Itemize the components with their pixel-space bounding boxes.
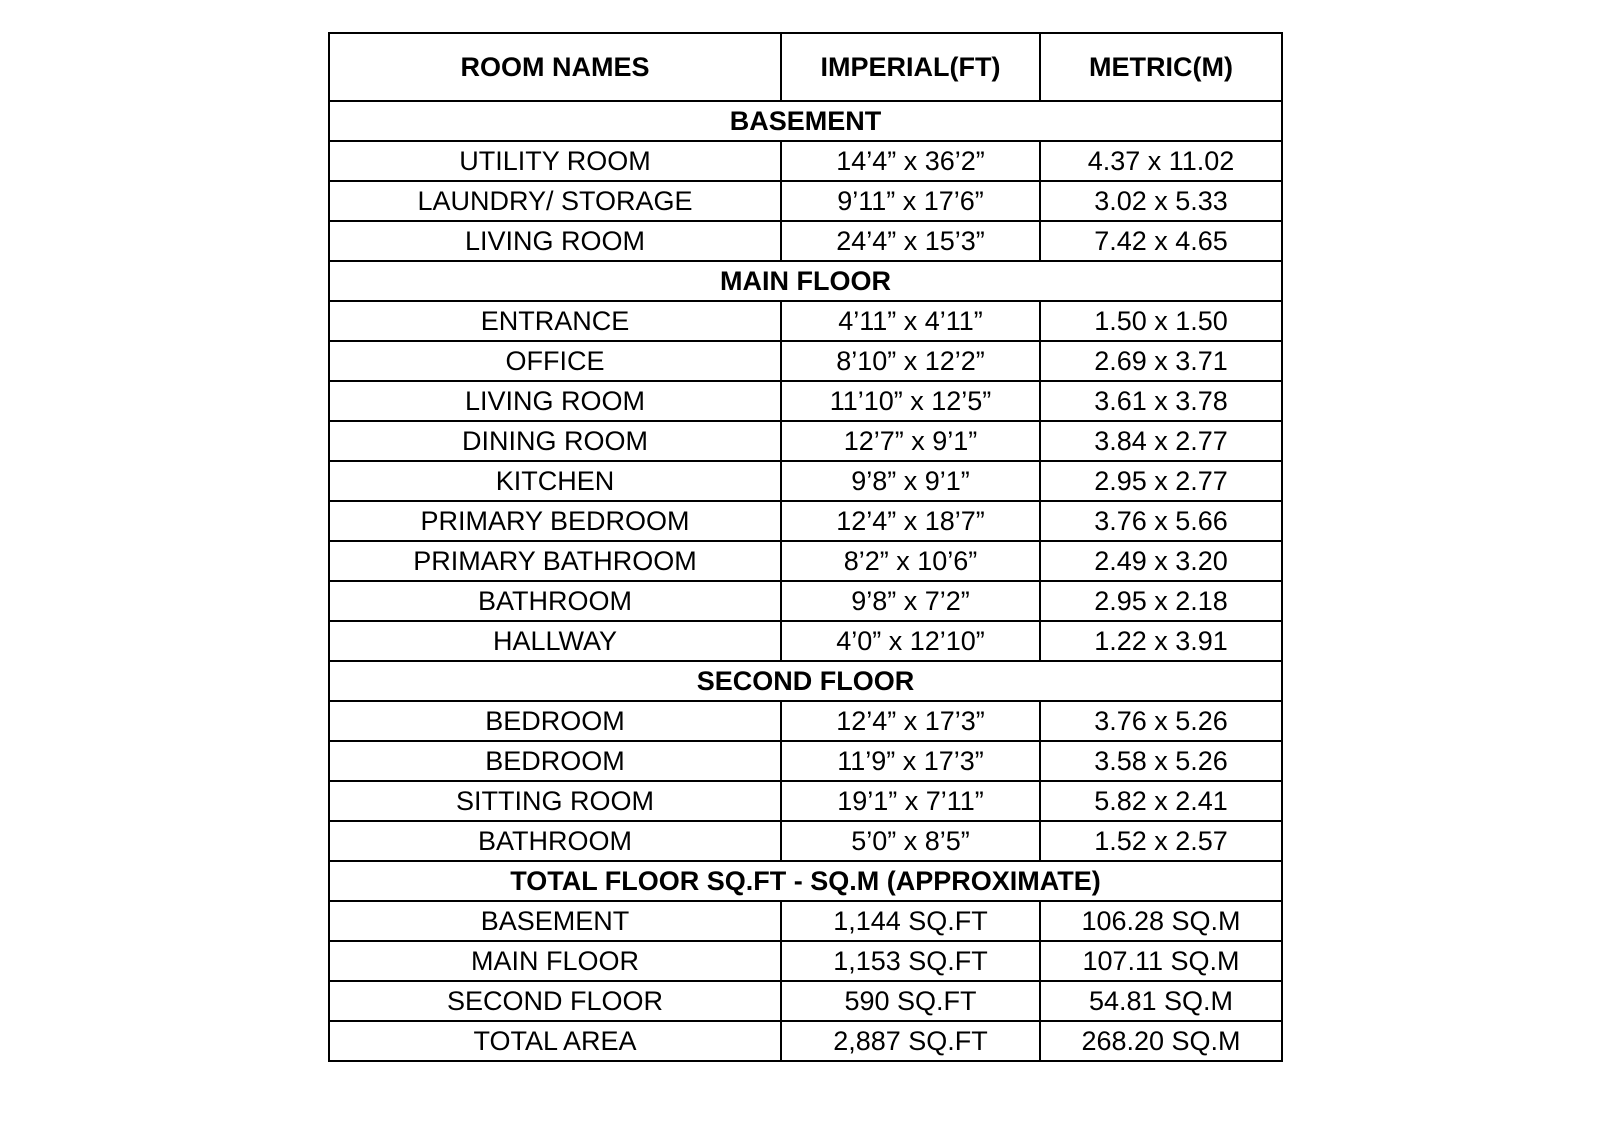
table-row [329,381,1282,421]
table-row [329,221,1282,261]
room-name: LIVING ROOM [329,381,781,421]
table-row [329,581,1282,621]
table-row [329,941,1282,981]
header-metric: METRIC(M) [1040,33,1282,101]
room-imperial: 4’0” x 12’10” [781,621,1040,661]
room-imperial: 19’1” x 7’11” [781,781,1040,821]
floor-sqm: 106.28 SQ.M [1040,901,1282,941]
table-row [329,981,1282,1021]
floor-sqm: 54.81 SQ.M [1040,981,1282,1021]
room-imperial: 8’10” x 12’2” [781,341,1040,381]
table-row [329,341,1282,381]
room-name: BATHROOM [329,821,781,861]
table-row [329,501,1282,541]
floor-sqft: 2,887 SQ.FT [781,1021,1040,1061]
room-imperial: 24’4” x 15’3” [781,221,1040,261]
table-row [329,421,1282,461]
room-metric: 3.76 x 5.66 [1040,501,1282,541]
floor-sqm: 107.11 SQ.M [1040,941,1282,981]
room-metric: 1.52 x 2.57 [1040,821,1282,861]
room-name: BEDROOM [329,741,781,781]
table-row [329,901,1282,941]
table-header-row [329,33,1282,101]
room-name: LIVING ROOM [329,221,781,261]
table-row [329,141,1282,181]
room-imperial: 9’8” x 7’2” [781,581,1040,621]
room-metric: 3.84 x 2.77 [1040,421,1282,461]
floor-sqft: 590 SQ.FT [781,981,1040,1021]
table-row [329,741,1282,781]
room-name: ENTRANCE [329,301,781,341]
floor-sqft: 1,144 SQ.FT [781,901,1040,941]
room-name: KITCHEN [329,461,781,501]
room-name: LAUNDRY/ STORAGE [329,181,781,221]
room-metric: 1.50 x 1.50 [1040,301,1282,341]
room-metric: 4.37 x 11.02 [1040,141,1282,181]
room-imperial: 14’4” x 36’2” [781,141,1040,181]
room-imperial: 12’4” x 17’3” [781,701,1040,741]
room-name: SITTING ROOM [329,781,781,821]
section-title: TOTAL FLOOR SQ.FT - SQ.M (APPROXIMATE) [329,861,1282,901]
room-metric: 2.95 x 2.18 [1040,581,1282,621]
room-metric: 3.02 x 5.33 [1040,181,1282,221]
room-metric: 2.69 x 3.71 [1040,341,1282,381]
room-metric: 7.42 x 4.65 [1040,221,1282,261]
table-row [329,181,1282,221]
room-metric: 2.49 x 3.20 [1040,541,1282,581]
room-imperial: 9’11” x 17’6” [781,181,1040,221]
room-imperial: 11’9” x 17’3” [781,741,1040,781]
room-metric: 2.95 x 2.77 [1040,461,1282,501]
room-metric: 5.82 x 2.41 [1040,781,1282,821]
room-metric: 3.76 x 5.26 [1040,701,1282,741]
floor-name: SECOND FLOOR [329,981,781,1021]
room-imperial: 11’10” x 12’5” [781,381,1040,421]
room-metric: 3.58 x 5.26 [1040,741,1282,781]
room-name: PRIMARY BEDROOM [329,501,781,541]
room-metric: 3.61 x 3.78 [1040,381,1282,421]
room-imperial: 9’8” x 9’1” [781,461,1040,501]
room-name: BATHROOM [329,581,781,621]
room-name: DINING ROOM [329,421,781,461]
table-row [329,301,1282,341]
room-imperial: 12’7” x 9’1” [781,421,1040,461]
room-name: BEDROOM [329,701,781,741]
header-room-names: ROOM NAMES [329,33,781,101]
section-row-totals [329,861,1282,901]
section-title: MAIN FLOOR [329,261,1282,301]
table-row [329,621,1282,661]
floor-sqft: 1,153 SQ.FT [781,941,1040,981]
floor-sqm: 268.20 SQ.M [1040,1021,1282,1061]
room-dimensions-table [328,32,1283,1062]
room-imperial: 4’11” x 4’11” [781,301,1040,341]
header-imperial: IMPERIAL(FT) [781,33,1040,101]
section-row-main-floor [329,261,1282,301]
room-imperial: 12’4” x 18’7” [781,501,1040,541]
floor-name: MAIN FLOOR [329,941,781,981]
table-row [329,701,1282,741]
table-row [329,461,1282,501]
section-row-second-floor [329,661,1282,701]
room-metric: 1.22 x 3.91 [1040,621,1282,661]
section-title: SECOND FLOOR [329,661,1282,701]
table-row [329,781,1282,821]
room-imperial: 5’0” x 8’5” [781,821,1040,861]
table-row [329,541,1282,581]
room-name: PRIMARY BATHROOM [329,541,781,581]
section-title: BASEMENT [329,101,1282,141]
room-name: HALLWAY [329,621,781,661]
room-name: UTILITY ROOM [329,141,781,181]
table-row [329,1021,1282,1061]
room-name: OFFICE [329,341,781,381]
table-row [329,821,1282,861]
section-row-basement [329,101,1282,141]
floor-name: BASEMENT [329,901,781,941]
floor-name: TOTAL AREA [329,1021,781,1061]
room-imperial: 8’2” x 10’6” [781,541,1040,581]
